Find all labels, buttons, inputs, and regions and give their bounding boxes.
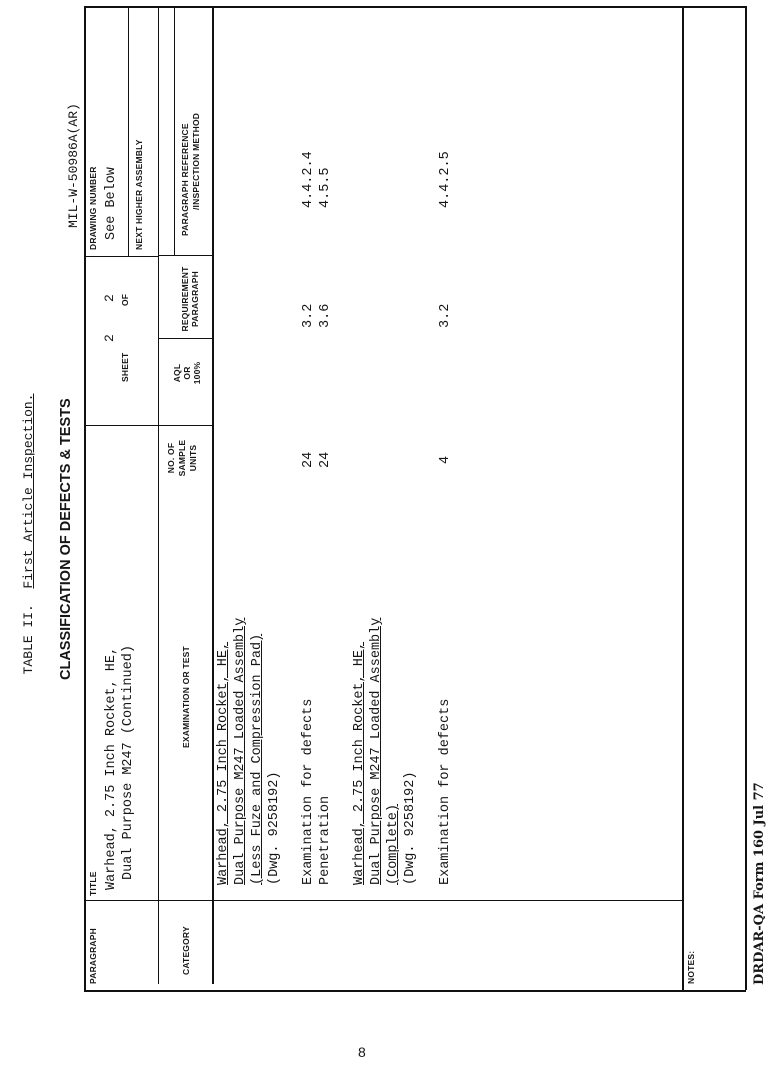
- doc-number: MIL-W-50986A(AR): [66, 103, 81, 228]
- title-line-2: Dual Purpose M247 (Continued): [121, 645, 136, 880]
- paragraph-label: PARAGRAPH: [88, 928, 98, 984]
- drawing-ref-1: (Dwg. 9258192): [267, 771, 282, 885]
- category-header: CATEGORY: [181, 926, 191, 975]
- form-title: CLASSIFICATION OF DEFECTS & TESTS: [58, 398, 74, 680]
- drawing-number-label: DRAWING NUMBER: [88, 166, 98, 250]
- next-higher-assembly-label: NEXT HIGHER ASSEMBLY: [134, 139, 144, 250]
- notes-label: NOTES:: [686, 950, 696, 984]
- sheet-number: 2: [102, 334, 117, 342]
- table-caption-title: First Article Inspection.: [21, 393, 36, 589]
- title-line-1: Warhead, 2.75 Inch Rocket, HE,: [104, 646, 119, 890]
- drawing-ref-2: (Dwg. 9258192): [403, 771, 418, 885]
- of-label: OF: [120, 293, 130, 306]
- form-footer: DRDAR-QA Form 160 Jul 77: [752, 782, 767, 985]
- title-label: TITLE: [88, 871, 98, 896]
- examination-header: EXAMINATION OR TEST: [181, 646, 191, 748]
- table-caption: [6, 394, 36, 690]
- table-caption-prefix: TABLE II.: [21, 604, 36, 675]
- drawing-number-value: See Below: [104, 167, 119, 240]
- sheet-total: 2: [102, 294, 117, 302]
- sheet-label: SHEET: [120, 352, 130, 382]
- page-number: 8: [358, 1044, 366, 1060]
